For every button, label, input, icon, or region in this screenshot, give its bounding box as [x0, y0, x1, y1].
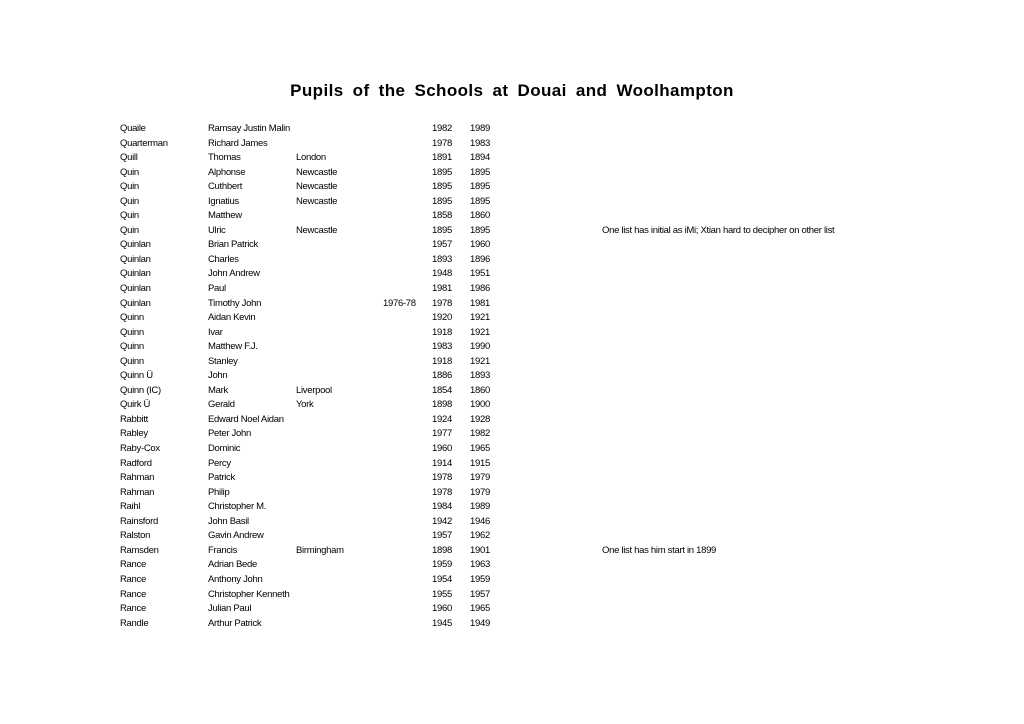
table-row — [0, 515, 1024, 530]
table-row — [0, 384, 1024, 399]
table-row — [0, 209, 1024, 224]
cell-given: Matthew — [208, 210, 242, 222]
cell-surname: Rahman — [120, 472, 155, 484]
table-row — [0, 166, 1024, 181]
cell-given: Dominic — [208, 443, 241, 455]
cell-surname: Quinlan — [120, 297, 151, 309]
cell-given: Thomas — [208, 152, 241, 164]
pupil-list — [0, 122, 1024, 631]
cell-start: 1858 — [432, 210, 452, 222]
cell-place: Newcastle — [296, 195, 338, 207]
cell-end: 1989 — [470, 123, 490, 134]
cell-end: 1946 — [470, 515, 490, 527]
cell-start: 1983 — [432, 341, 452, 353]
cell-place: Newcastle — [296, 166, 338, 178]
cell-given: John — [208, 370, 228, 382]
cell-surname: Radford — [120, 457, 152, 469]
table-row — [0, 442, 1024, 457]
cell-start: 1898 — [432, 544, 452, 556]
cell-given: Patrick — [208, 472, 235, 484]
cell-given: Brian Patrick — [208, 239, 258, 251]
cell-surname: Rance — [120, 588, 146, 600]
table-row — [0, 355, 1024, 370]
cell-start: 1895 — [432, 195, 452, 207]
table-row — [0, 122, 1024, 137]
page-title: Pupils of the Schools at Douai and Woolhampton — [290, 81, 734, 100]
cell-start: 1960 — [432, 603, 452, 615]
cell-surname: Rabley — [120, 428, 148, 440]
cell-end: 1921 — [470, 312, 490, 324]
cell-start: 1948 — [432, 268, 452, 280]
table-row — [0, 326, 1024, 341]
cell-given: Ivar — [208, 326, 223, 338]
cell-place: Birmingham — [296, 544, 344, 556]
cell-start: 1924 — [432, 413, 452, 425]
table-row — [0, 137, 1024, 152]
cell-given: Gavin Andrew — [208, 530, 264, 542]
cell-place: Liverpool — [296, 384, 332, 396]
cell-surname: Quarterman — [120, 137, 168, 149]
cell-start: 1920 — [432, 312, 452, 324]
table-row — [0, 282, 1024, 297]
cell-given: Mark — [208, 384, 228, 396]
cell-given: Aidan Kevin — [208, 312, 256, 324]
table-row — [0, 340, 1024, 355]
cell-surname: Quin — [120, 166, 139, 178]
cell-place: Newcastle — [296, 224, 338, 236]
cell-start: 1982 — [432, 123, 452, 134]
cell-surname: Randle — [120, 617, 149, 629]
table-row — [0, 544, 1024, 559]
cell-start: 1914 — [432, 457, 452, 469]
cell-start: 1957 — [432, 239, 452, 251]
cell-start: 1898 — [432, 399, 452, 411]
cell-surname: Quin — [120, 181, 139, 193]
table-row — [0, 486, 1024, 501]
cell-given: Julian Paul — [208, 603, 252, 615]
cell-given: Ramsay Justin Malin — [208, 123, 290, 134]
table-row — [0, 224, 1024, 239]
cell-end: 1896 — [470, 253, 490, 265]
cell-extra: 1976-78 — [383, 297, 416, 309]
cell-surname: Quinlan — [120, 283, 151, 295]
cell-given: Ignatius — [208, 195, 239, 207]
cell-start: 1978 — [432, 486, 452, 498]
cell-start: 1957 — [432, 530, 452, 542]
cell-given: Peter John — [208, 428, 251, 440]
cell-surname: Rance — [120, 559, 146, 571]
cell-end: 1901 — [470, 544, 490, 556]
cell-place: Newcastle — [296, 181, 338, 193]
cell-start: 1960 — [432, 443, 452, 455]
cell-surname: Raihl — [120, 501, 141, 513]
cell-given: Timothy John — [208, 297, 262, 309]
table-row — [0, 297, 1024, 312]
cell-surname: Quin — [120, 210, 139, 222]
table-row — [0, 311, 1024, 326]
cell-end: 1894 — [470, 152, 490, 164]
cell-surname: Ralston — [120, 530, 151, 542]
cell-given: Gerald — [208, 399, 235, 411]
cell-start: 1984 — [432, 501, 452, 513]
cell-given: Christopher M. — [208, 501, 267, 513]
cell-end: 1928 — [470, 413, 490, 425]
cell-end: 1921 — [470, 326, 490, 338]
cell-notes: One list has him start in 1899 — [602, 544, 717, 556]
cell-surname: Quinn — [120, 326, 144, 338]
cell-end: 1949 — [470, 617, 490, 629]
cell-end: 1921 — [470, 355, 490, 367]
cell-given: Arthur Patrick — [208, 617, 262, 629]
cell-start: 1854 — [432, 384, 452, 396]
cell-start: 1895 — [432, 166, 452, 178]
table-row — [0, 369, 1024, 384]
cell-end: 1982 — [470, 428, 490, 440]
cell-end: 1981 — [470, 297, 490, 309]
cell-given: Alphonse — [208, 166, 246, 178]
cell-given: Philip — [208, 486, 230, 498]
table-row — [0, 180, 1024, 195]
cell-end: 1965 — [470, 603, 490, 615]
cell-end: 1895 — [470, 224, 490, 236]
cell-end: 1959 — [470, 573, 490, 585]
cell-surname: Quin — [120, 195, 139, 207]
cell-start: 1895 — [432, 181, 452, 193]
cell-given: Percy — [208, 457, 231, 469]
cell-end: 1979 — [470, 486, 490, 498]
cell-start: 1978 — [432, 472, 452, 484]
cell-start: 1945 — [432, 617, 452, 629]
cell-end: 1860 — [470, 384, 490, 396]
table-row — [0, 238, 1024, 253]
cell-given: Ulric — [208, 224, 226, 236]
cell-end: 1951 — [470, 268, 490, 280]
cell-given: Adrian Bede — [208, 559, 257, 571]
cell-notes: One list has initial as iMi; Xtian hard to decipher on other list — [602, 224, 835, 236]
cell-start: 1891 — [432, 152, 452, 164]
cell-surname: Ramsden — [120, 544, 159, 556]
cell-end: 1989 — [470, 501, 490, 513]
cell-surname: Quill — [120, 152, 138, 164]
cell-surname: Quirk Ü — [120, 399, 151, 411]
cell-given: Richard James — [208, 137, 268, 149]
cell-given: Cuthbert — [208, 181, 243, 193]
cell-end: 1979 — [470, 472, 490, 484]
cell-end: 1963 — [470, 559, 490, 571]
cell-end: 1860 — [470, 210, 490, 222]
cell-end: 1893 — [470, 370, 490, 382]
cell-start: 1918 — [432, 355, 452, 367]
table-row — [0, 151, 1024, 166]
cell-surname: Quinn — [120, 355, 144, 367]
cell-end: 1957 — [470, 588, 490, 600]
cell-end: 1895 — [470, 181, 490, 193]
cell-given: Matthew F.J. — [208, 341, 258, 353]
cell-given: Stanley — [208, 355, 238, 367]
cell-end: 1895 — [470, 166, 490, 178]
cell-end: 1986 — [470, 283, 490, 295]
cell-surname: Rance — [120, 573, 146, 585]
cell-start: 1886 — [432, 370, 452, 382]
cell-start: 1977 — [432, 428, 452, 440]
cell-start: 1978 — [432, 137, 452, 149]
cell-surname: Quinn Ü — [120, 370, 153, 382]
cell-end: 1900 — [470, 399, 490, 411]
cell-given: Paul — [208, 283, 226, 295]
cell-end: 1983 — [470, 137, 490, 149]
cell-given: Anthony John — [208, 573, 263, 585]
cell-surname: Rahman — [120, 486, 155, 498]
cell-start: 1942 — [432, 515, 452, 527]
cell-end: 1915 — [470, 457, 490, 469]
cell-given: Christopher Kenneth — [208, 588, 290, 600]
cell-end: 1965 — [470, 443, 490, 455]
cell-start: 1895 — [432, 224, 452, 236]
cell-surname: Rabbitt — [120, 413, 149, 425]
table-row — [0, 398, 1024, 413]
cell-start: 1978 — [432, 297, 452, 309]
cell-surname: Quinlan — [120, 268, 151, 280]
cell-given: Francis — [208, 544, 238, 556]
table-row — [0, 471, 1024, 486]
cell-surname: Quinlan — [120, 253, 151, 265]
cell-given: Edward Noel Aidan — [208, 413, 284, 425]
cell-start: 1918 — [432, 326, 452, 338]
cell-end: 1990 — [470, 341, 490, 353]
cell-end: 1960 — [470, 239, 490, 251]
cell-start: 1981 — [432, 283, 452, 295]
cell-start: 1955 — [432, 588, 452, 600]
table-row — [0, 253, 1024, 268]
cell-given: John Basil — [208, 515, 249, 527]
cell-place: York — [296, 399, 314, 411]
table-row — [0, 529, 1024, 544]
table-row — [0, 267, 1024, 282]
cell-given: John Andrew — [208, 268, 260, 280]
cell-surname: Quinlan — [120, 239, 151, 251]
cell-start: 1893 — [432, 253, 452, 265]
cell-surname: Quinn — [120, 312, 144, 324]
cell-surname: Quinn (IC) — [120, 384, 161, 396]
cell-end: 1962 — [470, 530, 490, 542]
cell-surname: Raby-Cox — [120, 443, 160, 455]
table-row — [0, 195, 1024, 210]
table-row — [0, 573, 1024, 588]
cell-surname: Quinn — [120, 341, 144, 353]
cell-end: 1895 — [470, 195, 490, 207]
cell-surname: Quaile — [120, 123, 146, 134]
cell-place: London — [296, 152, 326, 164]
table-row — [0, 413, 1024, 428]
table-row — [0, 588, 1024, 603]
table-row — [0, 427, 1024, 442]
cell-start: 1959 — [432, 559, 452, 571]
cell-given: Charles — [208, 253, 239, 265]
table-row — [0, 457, 1024, 472]
cell-start: 1954 — [432, 573, 452, 585]
cell-surname: Rainsford — [120, 515, 158, 527]
cell-surname: Quin — [120, 224, 139, 236]
table-row — [0, 500, 1024, 515]
cell-surname: Rance — [120, 603, 146, 615]
table-row — [0, 602, 1024, 617]
table-row — [0, 558, 1024, 573]
table-row — [0, 617, 1024, 632]
